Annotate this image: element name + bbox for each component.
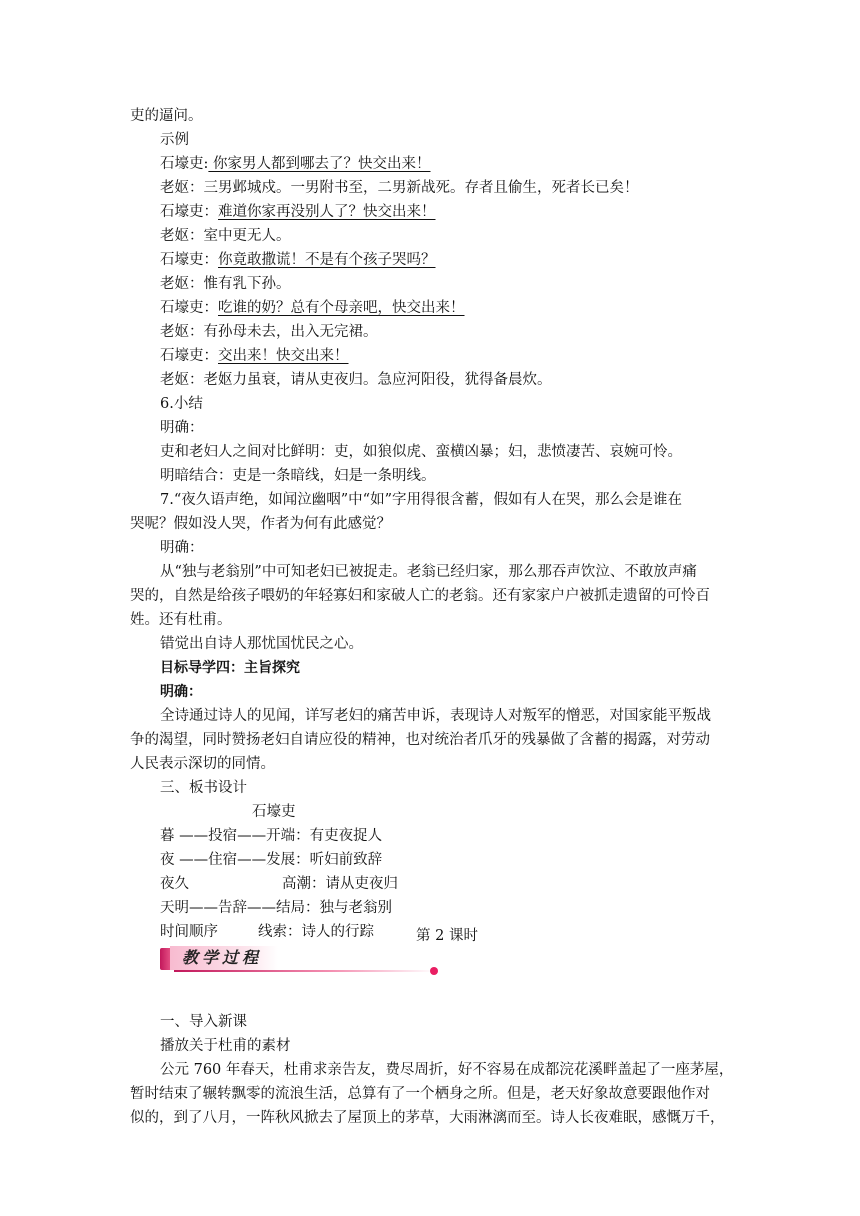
- text-line: 明确：: [160, 420, 204, 436]
- text-line: 从“独与老翁别”中可知老妇已被捉走。老翁已经归家，那么那吞声饮泣、不敢放声痛: [160, 564, 697, 580]
- text-line: 7.“夜久语声绝，如闻泣幽咽”中“如”字用得很含蓄，假如有人在哭，那么会是谁在: [160, 492, 682, 508]
- section-badge: [160, 946, 286, 976]
- dialogue-text: 交出来！快交出来！: [218, 348, 349, 364]
- text-line: [160, 200, 436, 224]
- text-line: 高潮：请从吏夜归: [282, 876, 398, 892]
- text-line: 石壕吏: [252, 804, 296, 820]
- text-line: 6.小结: [160, 396, 203, 412]
- text-line: 示例: [160, 132, 189, 148]
- text-line: [160, 296, 465, 320]
- text-line: 明暗结合：吏是一条暗线，妇是一条明线。: [160, 468, 436, 484]
- text-line: 哭呢？假如没人哭，作者为何有此感觉？: [130, 516, 391, 532]
- text-line: 天明——告辞——结局：独与老翁别: [160, 900, 392, 916]
- text-line: 公元 760 年春天，杜甫求亲告友，费尽周折，好不容易在成都浣花溪畔盖起了一座茅屋，: [160, 1062, 734, 1078]
- text-line: 姓。还有杜甫。: [130, 612, 232, 628]
- lesson-title: 第 2 课时: [416, 928, 478, 944]
- text-line: 老妪：室中更无人。: [160, 228, 291, 244]
- speaker-label: 石壕吏：: [160, 300, 218, 316]
- text-line: 线索：诗人的行踪: [258, 924, 374, 940]
- text-line: [160, 248, 436, 272]
- text-line: 似的，到了八月，一阵秋风掀去了屋顶上的茅草，大雨淋漓而至。诗人长夜难眠，感慨万千，: [130, 1110, 725, 1126]
- text-line: 老妪：老妪力虽衰，请从吏夜归。急应河阳役，犹得备晨炊。: [160, 372, 552, 388]
- text-line: 争的渴望，同时赞扬老妇自请应役的精神，也对统治者爪牙的残暴做了含蓄的揭露，对劳动: [130, 732, 710, 748]
- badge-dot-icon: [430, 967, 438, 975]
- text-line: 暂时结束了辗转飘零的流浪生活，总算有了一个栖身之所。但是，老天好象故意要跟他作对: [130, 1086, 710, 1102]
- text-line: [160, 152, 431, 176]
- text-line: 吏的逼问。: [130, 108, 203, 124]
- text-line: 夜久: [160, 876, 189, 892]
- text-line: 老妪：有孙母未去，出入无完裙。: [160, 324, 378, 340]
- text-line: 老妪：惟有乳下孙。: [160, 276, 291, 292]
- text-line: 播放关于杜甫的素材: [160, 1038, 291, 1054]
- text-line: 全诗通过诗人的见闻，详写老妇的痛苦申诉，表现诗人对叛军的憎恶，对国家能平叛战: [160, 708, 711, 724]
- text-line: 一、导入新课: [160, 1014, 247, 1030]
- dialogue-text: 吃谁的奶？总有个母亲吧，快交出来！: [218, 300, 465, 316]
- text-line: 明确：: [160, 540, 204, 556]
- speaker-label: 石壕吏：: [160, 204, 218, 220]
- text-line: 夜 ——住宿——发展：听妇前致辞: [160, 852, 383, 868]
- text-line: 时间顺序: [160, 924, 218, 940]
- badge-underline: [174, 970, 436, 972]
- text-line: 明确：: [160, 684, 202, 700]
- speaker-label: 石壕吏：: [160, 348, 218, 364]
- speaker-label: 石壕吏:: [160, 156, 209, 172]
- text-line: 暮 ——投宿——开端：有吏夜捉人: [160, 828, 383, 844]
- text-line: 吏和老妇人之间对比鲜明：吏，如狼似虎、蛮横凶暴；妇，悲愤凄苦、哀婉可怜。: [160, 444, 682, 460]
- text-line: 三、板书设计: [160, 780, 247, 796]
- text-line: 人民表示深切的同情。: [130, 756, 275, 772]
- text-line: [160, 344, 349, 368]
- speaker-label: 石壕吏：: [160, 252, 218, 268]
- dialogue-text: 你家男人都到哪去了？快交出来！: [208, 156, 431, 172]
- text-line: 老妪：三男邺城戍。一男附书至，二男新战死。存者且偷生，死者长已矣！: [160, 180, 639, 196]
- badge-label: 教学过程: [182, 948, 263, 967]
- dialogue-text: 你竟敢撒谎！不是有个孩子哭吗？: [218, 252, 436, 268]
- dialogue-text: 难道你家再没别人了？快交出来！: [218, 204, 436, 220]
- text-line: 哭的，自然是给孩子喂奶的年轻寡妇和家破人亡的老翁。还有家家户户被抓走遗留的可怜百: [130, 588, 710, 604]
- text-line: 错觉出自诗人那忧国忧民之心。: [160, 636, 363, 652]
- text-line: 目标导学四：主旨探究: [160, 660, 300, 676]
